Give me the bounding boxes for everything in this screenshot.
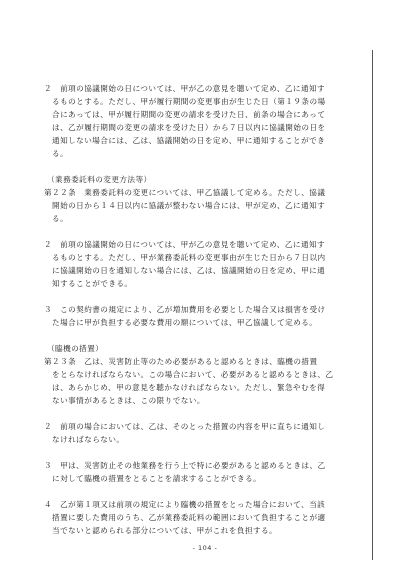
spacer [44,329,366,342]
text-line: は、あらかじめ、甲の意見を聴かなければならない。ただし、緊急やむを得 [44,383,326,392]
text-line: 当でないと認められる部分については、甲がこれを負担する。 [44,526,278,535]
spacer [44,160,366,173]
page-number: - 104 - [192,544,218,552]
spacer [44,290,366,303]
text-line: る。 [44,149,69,158]
article-23-paragraph-3 [44,459,366,485]
text-line: 措置に要した費用のうち、乙が業務委託料の範囲において負担することが適 [44,513,326,522]
text-line: ２ 前項の協議開始の日については、甲が乙の意見を聴いて定め、乙に通知す [44,240,326,249]
text-line: ３ この契約書の規定により、乙が増加費用を必要とした場合又は損害を受け [44,305,326,314]
heading-text: （業務委託料の変更方法等） [47,175,152,184]
heading-text: （臨機の措置） [47,344,104,353]
article-23-paragraph-2 [44,420,366,446]
text-line: る。 [44,214,69,223]
text-line: ３ 甲は、災害防止その他業務を行う上で特に必要があると認めるときは、乙 [44,461,326,470]
text-line: は、乙が履行期間の変更の請求を受けた日）から７日以内に協議開始の日を [44,123,326,132]
spacer [44,446,366,459]
text-line: ２ 前項の場合においては、乙は、そのとった措置の内容を甲に直ちに通知し [44,422,326,431]
article-22-paragraph-2 [44,238,366,290]
article-22-paragraph-3 [44,303,366,329]
text-line: 第２３条 乙は、災害防止等のため必要があると認めるときは、臨機の措置 [44,357,318,366]
article-23-paragraph-4 [44,498,366,537]
text-line: なければならない。 [44,435,125,444]
text-line: 開始の日から１４日以内に協議が整わない場合には、甲が定め、乙に通知す [44,201,326,210]
margin-rule [372,50,373,560]
spacer [44,225,366,238]
article-22 [44,186,366,225]
text-line: るものとする。ただし、甲が履行期間の変更事由が生じた日（第１９条の場 [44,97,326,106]
text-line: 通知しない場合には、乙は、協議開始の日を定め、甲に通知することができ [44,136,326,145]
text-line: ４ 乙が第１項又は前項の規定により臨機の措置をとった場合において、当該 [44,500,326,509]
section-heading-fee-change [44,173,366,186]
article-23 [44,355,366,407]
document-body [44,82,366,537]
text-line: に対して臨機の措置をとることを請求することができる。 [44,474,262,483]
text-line: 知することができる。 [44,279,133,288]
spacer [44,407,366,420]
text-line: 第２２条 業務委託料の変更については、甲乙協議して定める。ただし、協議 [44,188,326,197]
text-line: ない事情があるときは、この限りでない。 [44,396,205,405]
paragraph-delivery-period-2 [44,82,366,160]
text-line: 合にあっては、甲が履行期間の変更の請求を受けた日、前条の場合にあって [44,110,326,119]
text-line: ２ 前項の協議開始の日については、甲が乙の意見を聴いて定め、乙に通知す [44,84,326,93]
text-line: に協議開始の日を通知しない場合には、乙は、協議開始の日を定め、甲に通 [44,266,326,275]
text-line: るものとする。ただし、甲が業務委託料の変更事由が生じた日から７日以内 [44,253,326,262]
text-line: をとらなければならない。この場合において、必要があると認めるときは、乙 [44,370,334,379]
text-line: た場合に甲が負担する必要な費用の額については、甲乙協議して定める。 [44,318,318,327]
section-heading-emergency-measures [44,342,366,355]
spacer [44,485,366,498]
